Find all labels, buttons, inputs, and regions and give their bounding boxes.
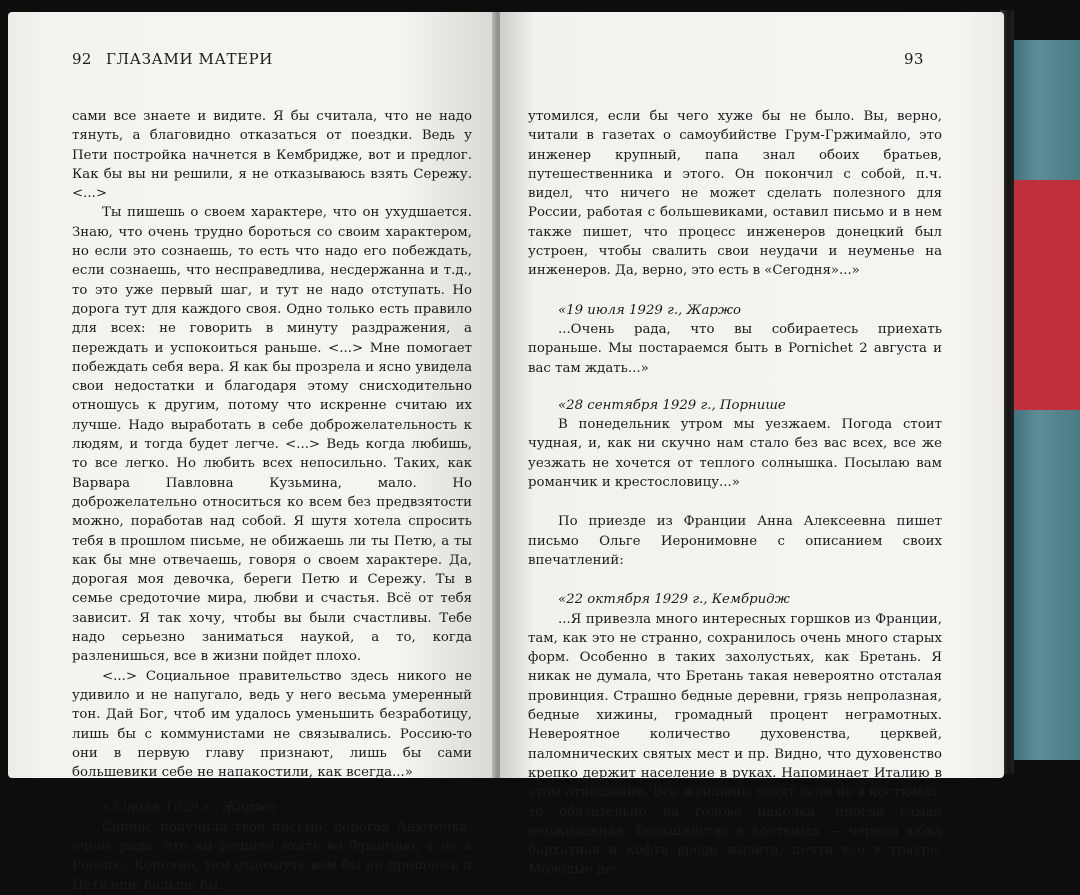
paragraph: Ты пишешь о своем характере, что он ухудшается. Знаю, что очень трудно бороться со своим характером, но если это сознаешь, то есть что надо его побеждать, если сознаешь, что несправедлива, несдержанна и т.д., то это уже первый шаг, и тут не надо отступать. Но дорога тут для каждого своя. Одно только есть правило для всех: не говорить в минуту раздражения, а переждать и успокоиться раньше. <...> Мне помогает побеждать себя вера. Я как бы прозрела и ясно увидела свои недостатки и благодаря этому снисходительно отношусь к другим, потому что искренне считаю их лучше. Надо выработать в себе доброжелательность к людям, и тогда будет легче. <...> Ведь когда любишь, то все легко. Но любить всех непосильно. Таких, как Варвара Павловна Кузьмина, мало. Но доброжелательно относиться ко всем без предвзятости можно, поработав над собой. Я шутя хотела спросить тебя в прошлом письме, не обижаешь ли ты Петю, а ты как бы мне отвечаешь, говоря о своем характере. Да, дорогая моя девочка, береги Петю и Сережу. Ты в семье средоточие мира, любви и счастья. Всё от тебя зависит. Я так хочу, чтобы вы были счастливы. Тебе надо серьезно заниматься наукой, а то, когда разленишься, все в жизни пойдет плохо. [72,205,472,665]
letter-date-heading: «3 июля 1929 г., Жаржо [102,800,277,816]
letter-date-heading: «22 октября 1929 г., Кембридж [558,592,790,608]
letter-date-heading: «28 сентября 1929 г., Порнише [558,397,786,413]
right-page-number: 93 [904,50,924,68]
paragraph: В понедельник утром мы уезжаем. Погода стоит чудная, и, как ни скучно нам стало без вас всех, все же уезжать не хочется от теплого солнышка. Посылаю вам романчик и крестословицу...» [528,417,942,491]
right-page [500,12,1004,878]
left-page [8,12,496,893]
letter-date-heading: «19 июля 1929 г., Жаржо [558,302,742,318]
paragraph: ...Очень рада, что вы собираетесь приехать пораньше. Мы постараемся быть в Pornichet 2 августа и вас там ждать...» [528,321,942,376]
paragraph: По приезде из Франции Анна Алексеевна пишет письмо Ольге Иеронимовне с описанием своих впечатлений: [528,514,942,568]
right-page-text [528,107,942,880]
left-page-number: 92 [72,50,92,68]
paragraph: утомился, если бы чего хуже бы не было. Вы, верно, читали в газетах о самоубийстве Грум-Гржимайло, это инженер крупный, папа знал обоих братьев, путешественника и этого. Он покончил с собой, п.ч. видел, что ничего не может сделать полезного для России, работая с большевиками, оставил письмо и в нем также пишет, что процесс инженеров донецкий был устроен, чтобы свалить свои неудачи и неуменье на инженеров. Да, верно, это есть в «Сегодня»...» [528,109,942,279]
left-page-text [72,107,472,895]
paragraph: Сейчас получила твое письмо, дорогая Анюточка, очень рада, что вы решили ехать во Францию, а не в Россию. Конечно, там отдохнуть вам бы не пришлось и Петя еще больше бы [72,819,472,893]
paragraph: ...Я привезла много интересных горшков из Франции, там, как это не странно, сохранилось очень много старых форм. Особенно в таких захолустьях, как Бретань. Я никак не думала, что Бретань такая невероятно отсталая провинция. Страшно бедные деревни, грязь непролазная, бедные хижины, громадный процент неграмотных. Невероятное количество духовенства, церквей, паломнических святых мест и пр. Видно, что духовенство крепко держит население в руках. Напоминает Италию в этом отношении. Все женщины ходят если не в костюмах, то обязательно на голове наколка, иногда самая неожиданная. Большинство в костюмах — черная юбка бархатная и кофта вроде жилета, почти все в трауре. Молодые де- [528,611,942,878]
paragraph: сами все знаете и видите. Я бы считала, что не надо тянуть, а благовидно отказаться от поездки. Ведь у Пети постройка начнется в Кембридже, вот и предлог. Как бы вы ни решили, я не отказываюсь взять Сережу. <...> [72,109,472,202]
book-cover-red-band [1010,180,1080,410]
paragraph: <...> Социальное правительство здесь никого не удивило и не напугало, ведь у него весьма умеренный тон. Дай Бог, чтоб им удалось уменьшить безработицу, лишь бы с коммунистами не связывались. Россию-то они в первую главу признают, лишь бы сами большевики себе не напакостили, как всегда...» [72,668,472,781]
left-running-title: ГЛАЗАМИ МАТЕРИ [106,50,273,68]
